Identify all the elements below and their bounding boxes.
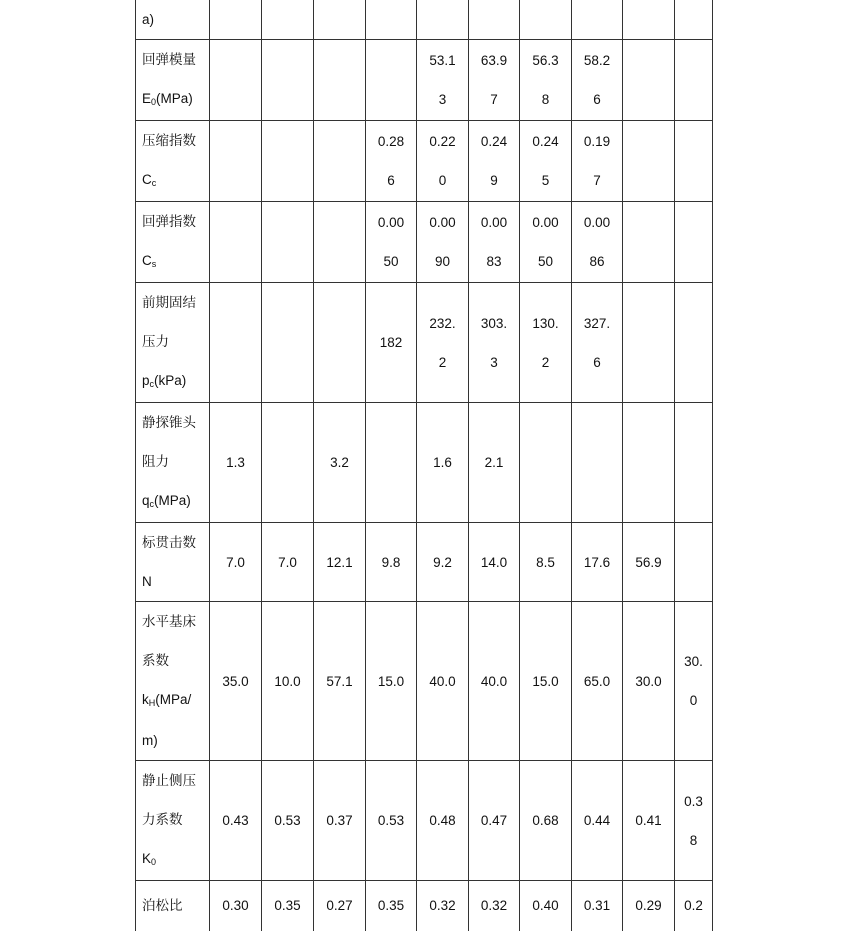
soil-parameter-table <box>135 0 713 931</box>
table-cell <box>366 0 417 40</box>
row-label-line: N <box>142 574 152 589</box>
table-cell <box>314 202 366 283</box>
table-cell: 10.0 <box>262 602 314 761</box>
table-cell <box>623 0 675 40</box>
table-cell: 0.19 7 <box>572 121 623 202</box>
table-row <box>136 40 713 121</box>
table-cell <box>314 121 366 202</box>
table-cell: 14.0 <box>469 523 520 602</box>
table-cell: 182 <box>366 283 417 403</box>
table-cell <box>262 403 314 523</box>
table-cell: 0.32 <box>417 881 469 931</box>
table-cell: 3.2 <box>314 403 366 523</box>
row-label-line: 力系数 <box>142 812 183 827</box>
row-label <box>136 40 210 121</box>
table-cell: 130. 2 <box>520 283 572 403</box>
row-label-line: 压力 <box>142 334 169 349</box>
table-cell: 0.47 <box>469 761 520 881</box>
table-cell: 0.24 9 <box>469 121 520 202</box>
table-cell: 63.9 7 <box>469 40 520 121</box>
row-label-line: 前期固结 <box>142 295 196 310</box>
row-label-line: $E_0(MPa)$ <box>142 91 193 107</box>
table-cell: 9.2 <box>417 523 469 602</box>
row-label <box>136 283 210 403</box>
table-cell: 7.0 <box>262 523 314 602</box>
table-row <box>136 602 713 761</box>
table-cell <box>675 121 713 202</box>
row-label <box>136 602 210 761</box>
table-cell: 15.0 <box>520 602 572 761</box>
row-label-line: 水平基床 <box>142 614 196 629</box>
table-cell: 53.1 3 <box>417 40 469 121</box>
table-cell <box>675 403 713 523</box>
row-label-line: 压缩指数 <box>142 133 196 148</box>
table-cell <box>262 121 314 202</box>
table-cell <box>675 202 713 283</box>
table-cell: 0.30 <box>210 881 262 931</box>
row-label-line: 阻力 <box>142 454 169 469</box>
table-cell: 0.00 83 <box>469 202 520 283</box>
table-cell: 1.3 <box>210 403 262 523</box>
table-cell <box>210 121 262 202</box>
row-label-line: $p_c(kPa)$ <box>142 373 187 389</box>
table-cell <box>314 0 366 40</box>
row-label-line: $C_c$ <box>142 172 157 188</box>
table-cell: 0.53 <box>366 761 417 881</box>
table-cell <box>623 40 675 121</box>
table-cell: 0.00 90 <box>417 202 469 283</box>
table-cell: 0.53 <box>262 761 314 881</box>
table-cell: 0.35 <box>262 881 314 931</box>
table-cell <box>210 202 262 283</box>
table-row <box>136 523 713 602</box>
table-cell <box>675 0 713 40</box>
row-label <box>136 881 210 931</box>
table-cell: 0.40 <box>520 881 572 931</box>
table-cell: 0.22 0 <box>417 121 469 202</box>
table-cell: 0.3 8 <box>675 761 713 881</box>
table-cell <box>572 403 623 523</box>
table-cell: 35.0 <box>210 602 262 761</box>
table-cell: 7.0 <box>210 523 262 602</box>
table-cell: 0.29 <box>623 881 675 931</box>
table-cell <box>262 202 314 283</box>
table-cell <box>623 202 675 283</box>
row-label-line: 回弹指数 <box>142 214 196 229</box>
table-row <box>136 202 713 283</box>
table-cell: 40.0 <box>417 602 469 761</box>
table-cell <box>366 403 417 523</box>
table-cell <box>262 0 314 40</box>
table-cell <box>314 283 366 403</box>
row-label-line: 静止侧压 <box>142 773 196 788</box>
row-label <box>136 0 210 40</box>
table-cell: 0.31 <box>572 881 623 931</box>
row-label <box>136 202 210 283</box>
table-cell: 0.68 <box>520 761 572 881</box>
data-table <box>135 0 713 931</box>
table-cell: 0.2 <box>675 881 713 931</box>
row-label-line: $K_0$ <box>142 851 157 867</box>
table-cell: 0.48 <box>417 761 469 881</box>
table-cell <box>366 40 417 121</box>
table-cell: 17.6 <box>572 523 623 602</box>
table-cell: 327. 6 <box>572 283 623 403</box>
table-cell <box>210 40 262 121</box>
row-label <box>136 523 210 602</box>
table-row <box>136 283 713 403</box>
row-label <box>136 121 210 202</box>
table-cell <box>572 0 623 40</box>
table-cell <box>262 283 314 403</box>
table-cell <box>262 40 314 121</box>
table-cell: 57.1 <box>314 602 366 761</box>
table-cell: 0.00 50 <box>366 202 417 283</box>
table-cell: 15.0 <box>366 602 417 761</box>
row-label-line: 标贯击数 <box>142 535 196 550</box>
table-cell <box>210 283 262 403</box>
table-cell <box>314 40 366 121</box>
row-label-line: a) <box>142 12 155 27</box>
table-cell: 56.9 <box>623 523 675 602</box>
table-row <box>136 881 713 931</box>
table-cell: 0.28 6 <box>366 121 417 202</box>
row-label-line: $q_c(MPa)$ <box>142 493 191 509</box>
row-label-line: 系数 <box>142 653 169 668</box>
table-cell: 40.0 <box>469 602 520 761</box>
table-cell: 1.6 <box>417 403 469 523</box>
table-cell: 0.44 <box>572 761 623 881</box>
row-label <box>136 761 210 881</box>
table-cell: 65.0 <box>572 602 623 761</box>
row-label-line: $k_H(MPa/$ <box>142 692 192 708</box>
table-cell <box>417 0 469 40</box>
table-cell: 303. 3 <box>469 283 520 403</box>
table-cell <box>520 403 572 523</box>
table-cell: 232. 2 <box>417 283 469 403</box>
table-cell: 58.2 6 <box>572 40 623 121</box>
row-label-line: 泊松比 <box>142 898 183 914</box>
table-cell <box>623 283 675 403</box>
table-row <box>136 121 713 202</box>
table-cell <box>210 0 262 40</box>
table-cell: 9.8 <box>366 523 417 602</box>
row-label-line: $C_s$ <box>142 253 157 269</box>
row-label-line: 静探锥头 <box>142 415 196 430</box>
table-cell: 0.27 <box>314 881 366 931</box>
table-cell <box>675 40 713 121</box>
table-cell <box>623 403 675 523</box>
table-cell <box>675 523 713 602</box>
row-label <box>136 403 210 523</box>
table-cell: 2.1 <box>469 403 520 523</box>
table-cell <box>469 0 520 40</box>
table-row <box>136 761 713 881</box>
table-cell: 12.1 <box>314 523 366 602</box>
row-label-line: m) <box>142 733 158 748</box>
table-cell: 0.24 5 <box>520 121 572 202</box>
table-cell: 0.41 <box>623 761 675 881</box>
table-cell: 0.32 <box>469 881 520 931</box>
table-cell <box>520 0 572 40</box>
table-cell: 0.43 <box>210 761 262 881</box>
row-label-line: 回弹模量 <box>142 52 196 67</box>
table-cell <box>623 121 675 202</box>
table-cell: 0.37 <box>314 761 366 881</box>
table-cell: 0.00 50 <box>520 202 572 283</box>
table-cell: 56.3 8 <box>520 40 572 121</box>
table-row <box>136 403 713 523</box>
table-cell: 30. 0 <box>675 602 713 761</box>
table-cell: 0.35 <box>366 881 417 931</box>
table-row <box>136 0 713 40</box>
table-cell: 30.0 <box>623 602 675 761</box>
table-cell <box>675 283 713 403</box>
table-cell: 0.00 86 <box>572 202 623 283</box>
table-cell: 8.5 <box>520 523 572 602</box>
